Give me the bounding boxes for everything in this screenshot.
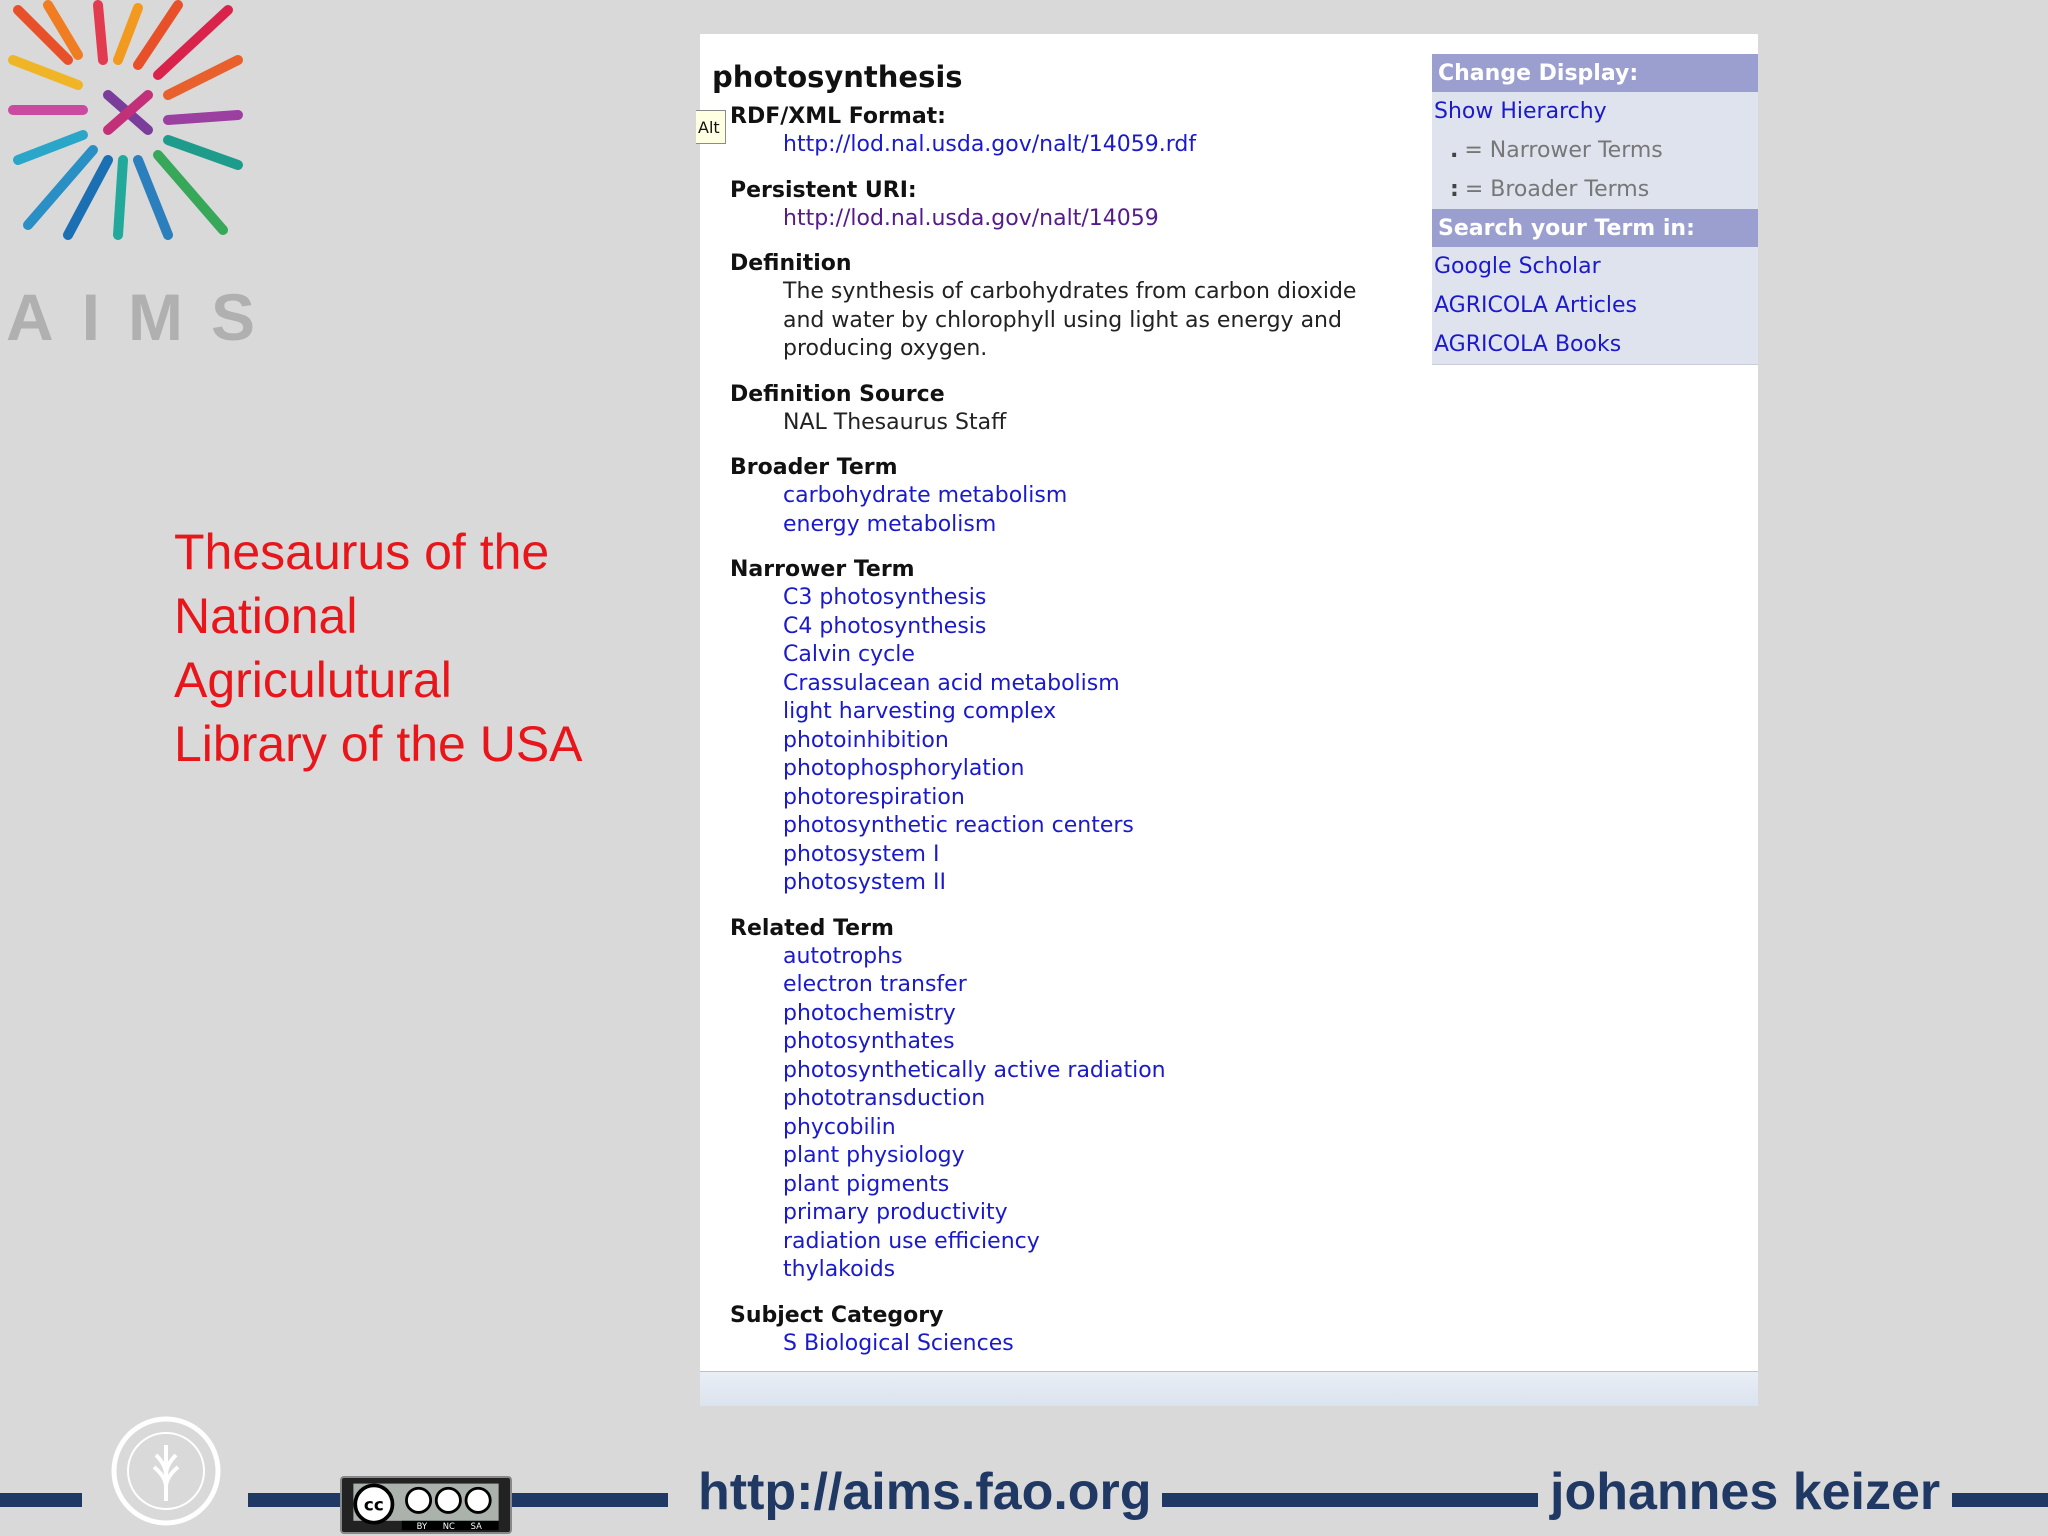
footer-bar-segment xyxy=(0,1493,82,1507)
rdf-link[interactable]: http://lod.nal.usda.gov/nalt/14059.rdf xyxy=(783,132,1197,157)
term-link[interactable]: S Biological Sciences xyxy=(783,1330,1014,1356)
uri-label: Persistent URI: xyxy=(730,177,917,203)
term-link[interactable]: photosystem II xyxy=(783,870,946,895)
term-link[interactable]: C3 photosynthesis xyxy=(783,585,987,610)
term-link[interactable]: photophosphorylation xyxy=(783,756,1025,781)
thesaurus-page-panel xyxy=(700,34,1758,1406)
rdf-section xyxy=(730,103,1410,160)
definition-source-label: Definition Source xyxy=(730,381,945,407)
related-label: Related Term xyxy=(730,915,894,941)
narrower-legend-text: = Narrower Terms xyxy=(1464,138,1663,163)
term-title: photosynthesis xyxy=(712,60,963,94)
term-link[interactable]: autotrophs xyxy=(783,943,903,969)
subject-section xyxy=(730,1302,1410,1359)
uri-section xyxy=(730,177,1410,234)
svg-text:cc: cc xyxy=(363,1494,384,1515)
display-options-box xyxy=(1432,54,1758,365)
term-link[interactable]: electron transfer xyxy=(783,972,967,997)
agricola-articles-link[interactable]: AGRICOLA Articles xyxy=(1434,293,1638,318)
show-hierarchy-link[interactable]: Show Hierarchy xyxy=(1434,99,1607,124)
subject-term-list xyxy=(730,1330,1410,1359)
caption-line: Thesaurus of the xyxy=(174,524,550,580)
term-link[interactable]: Crassulacean acid metabolism xyxy=(783,670,1120,696)
narrower-term-list xyxy=(730,584,1410,898)
related-term-list xyxy=(730,943,1410,1285)
term-link[interactable]: phycobilin xyxy=(783,1114,896,1140)
agricola-books-link[interactable]: AGRICOLA Books xyxy=(1434,332,1622,357)
aims-logo-text: AIMS xyxy=(6,280,283,354)
creative-commons-license-icon xyxy=(340,1476,512,1534)
footer-url[interactable]: http://aims.fao.org xyxy=(698,1463,1152,1521)
term-link[interactable]: C4 photosynthesis xyxy=(783,613,987,639)
definition-source-section xyxy=(730,381,1410,438)
definition-text: and water by chlorophyll using light as energy and xyxy=(783,307,1342,333)
broader-label: Broader Term xyxy=(730,455,898,480)
svg-text:BY: BY xyxy=(416,1521,428,1532)
alt-tooltip: Alt xyxy=(696,110,726,144)
broader-term-list xyxy=(730,482,1410,539)
svg-text:SA: SA xyxy=(470,1521,482,1532)
related-section xyxy=(730,915,1410,1285)
term-link[interactable]: photosystem I xyxy=(783,841,940,867)
browser-status-bar xyxy=(700,1371,1758,1406)
svg-text:NC: NC xyxy=(442,1521,455,1532)
caption-line: Agriculutural xyxy=(174,652,452,708)
term-link[interactable]: photosynthetically active radiation xyxy=(783,1057,1166,1083)
change-display-header: Change Display: xyxy=(1432,54,1758,92)
term-link[interactable]: Calvin cycle xyxy=(783,642,915,667)
term-link[interactable]: light harvesting complex xyxy=(783,699,1057,724)
term-link[interactable]: photoinhibition xyxy=(783,727,949,753)
footer-bar-segment xyxy=(1162,1493,1538,1507)
term-link[interactable]: thylakoids xyxy=(783,1257,896,1282)
broader-legend xyxy=(1432,170,1758,209)
term-link[interactable]: energy metabolism xyxy=(783,511,997,537)
term-link[interactable]: plant pigments xyxy=(783,1171,950,1197)
broader-legend-text: = Broader Terms xyxy=(1464,177,1650,202)
google-scholar-link[interactable]: Google Scholar xyxy=(1434,254,1601,279)
definition-section xyxy=(730,250,1410,364)
subject-label: Subject Category xyxy=(730,1302,944,1328)
term-link[interactable]: photosynthetic reaction centers xyxy=(783,813,1134,838)
footer-bar-segment xyxy=(1952,1493,2048,1507)
footer-bar-segment xyxy=(512,1493,668,1507)
term-details xyxy=(730,103,1410,1375)
term-link[interactable]: photochemistry xyxy=(783,1000,956,1026)
term-link[interactable]: phototransduction xyxy=(783,1086,986,1111)
footer-author: johannes keizer xyxy=(1550,1463,1941,1521)
fao-logo-icon xyxy=(110,1415,222,1527)
definition-label: Definition xyxy=(730,251,852,276)
term-link[interactable]: photosynthates xyxy=(783,1029,955,1054)
slide-caption xyxy=(174,520,644,776)
narrower-legend xyxy=(1432,131,1758,170)
definition-source-value: NAL Thesaurus Staff xyxy=(783,409,1007,435)
narrower-label: Narrower Term xyxy=(730,557,915,582)
term-link[interactable]: primary productivity xyxy=(783,1200,1008,1225)
rdf-label: RDF/XML Format: xyxy=(730,104,946,129)
broader-section xyxy=(730,454,1410,539)
term-link[interactable]: photorespiration xyxy=(783,784,965,810)
narrower-section xyxy=(730,556,1410,898)
term-link[interactable]: radiation use efficiency xyxy=(783,1228,1040,1254)
definition-text: The synthesis of carbohydrates from carbon dioxide xyxy=(783,279,1357,304)
caption-line: Library of the USA xyxy=(174,716,583,772)
uri-link[interactable]: http://lod.nal.usda.gov/nalt/14059 xyxy=(783,205,1159,231)
aims-logo-graphic xyxy=(8,0,248,240)
term-link[interactable]: carbohydrate metabolism xyxy=(783,483,1068,508)
broader-legend-symbol: : xyxy=(1450,177,1459,202)
definition-text: producing oxygen. xyxy=(783,336,988,361)
term-link[interactable]: plant physiology xyxy=(783,1143,965,1168)
caption-line: National xyxy=(174,588,358,644)
narrower-legend-symbol: . xyxy=(1450,138,1459,163)
search-term-header: Search your Term in: xyxy=(1432,209,1758,247)
footer-bar-segment xyxy=(248,1493,340,1507)
